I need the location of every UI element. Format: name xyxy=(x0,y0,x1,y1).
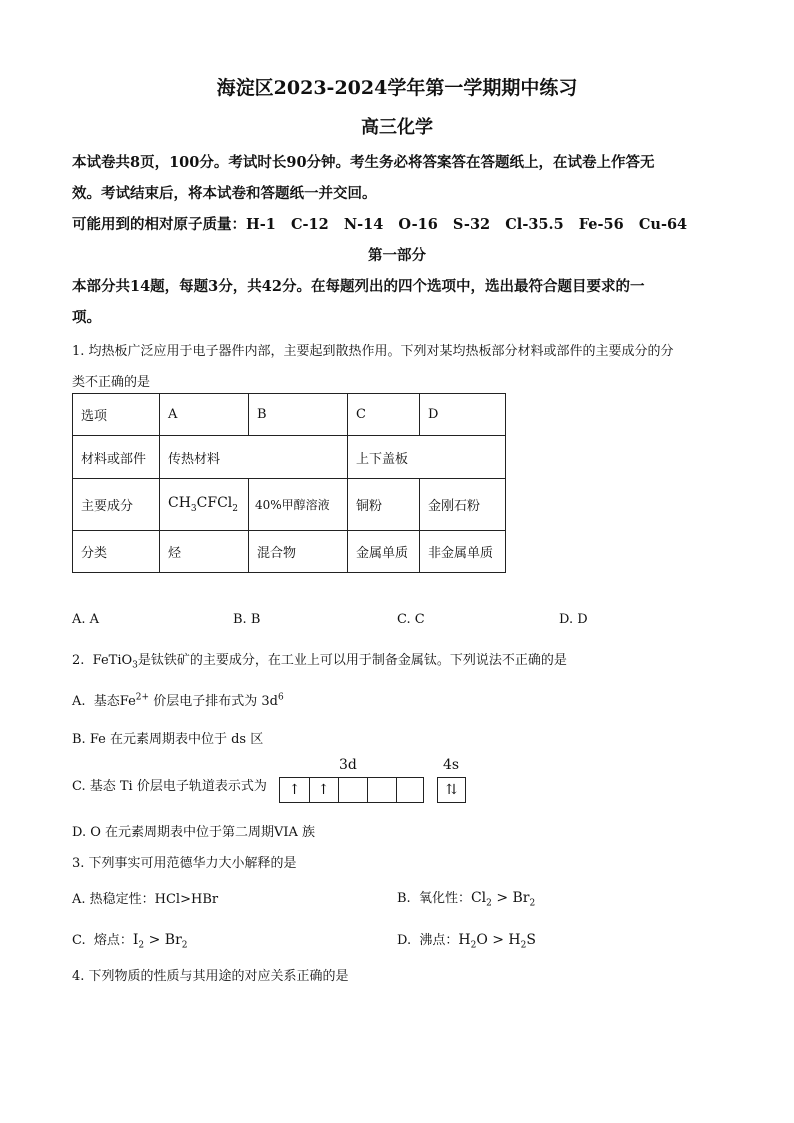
q2-option-c[interactable]: C. 基态 Ti 价层电子轨道表示式为 xyxy=(72,779,267,794)
formula-text: O > H xyxy=(476,932,521,948)
table-cell: A xyxy=(160,394,249,436)
table-cell: C xyxy=(348,394,420,436)
table-row xyxy=(73,394,506,436)
q3-option-a[interactable]: A. 热稳定性：HCl>HBr xyxy=(72,892,219,907)
q1-stem-line2: 类不正确的是 xyxy=(72,375,151,390)
table-cell: 主要成分 xyxy=(73,479,160,531)
orbital-diagram-4s xyxy=(437,777,466,803)
orbital-box: ⇅ xyxy=(445,782,458,798)
option-text: 价层电子排布式为 3d xyxy=(149,694,278,709)
formula-subscript: 3 xyxy=(132,660,138,671)
charge-superscript: 2+ xyxy=(135,692,150,703)
formula-text: I xyxy=(132,932,139,948)
q1-option-d[interactable]: D. D xyxy=(559,612,588,627)
part1-desc-line2: 项。 xyxy=(72,309,101,326)
table-row xyxy=(73,479,506,531)
formula-text: S xyxy=(526,932,536,948)
q1-table xyxy=(72,393,506,573)
formula-subscript: 2 xyxy=(520,940,527,951)
formula-text: H xyxy=(458,932,471,948)
option-text: A. 基态Fe xyxy=(72,694,136,709)
q1-option-a[interactable]: A. A xyxy=(72,612,100,627)
q1-stem-line1: 1. 均热板广泛应用于电子器件内部，主要起到散热作用。下列对某均热板部分材料或部件的主要成分的分 xyxy=(72,344,674,359)
formula-subscript: 2 xyxy=(181,940,188,951)
option-text: B. 氧化性： xyxy=(397,891,471,906)
table-cell: 非金属单质 xyxy=(420,531,506,573)
table-row xyxy=(73,436,506,479)
table-row xyxy=(73,531,506,573)
formula-text: CFCl xyxy=(196,495,233,512)
q2-option-d[interactable]: D. O 在元素周期表中位于第二周期VIA 族 xyxy=(72,825,316,840)
page-title: 海淀区2023-2024学年第一学期期中练习 xyxy=(216,77,578,99)
table-cell: 金刚石粉 xyxy=(420,479,506,531)
q3-option-d[interactable] xyxy=(397,929,536,951)
part1-heading: 第一部分 xyxy=(368,247,426,264)
table-cell: 40%甲醇溶液 xyxy=(249,479,348,531)
q4-stem: 4. 下列物质的性质与其用途的对应关系正确的是 xyxy=(72,969,349,984)
formula-subscript: 2 xyxy=(138,940,145,951)
q3-stem: 3. 下列事实可用范德华力大小解释的是 xyxy=(72,856,297,871)
option-text: D. 沸点： xyxy=(397,933,459,948)
formula-subscript: 3 xyxy=(190,503,197,514)
table-cell: D xyxy=(420,394,506,436)
orbital-box xyxy=(338,778,368,802)
formula-text: > Br xyxy=(144,932,182,948)
table-cell: 金属单质 xyxy=(348,531,420,573)
q2-option-b[interactable]: B. Fe 在元素周期表中位于 ds 区 xyxy=(72,732,264,747)
table-cell: 传热材料 xyxy=(160,436,348,479)
electron-count-superscript: 6 xyxy=(277,692,284,703)
formula-subscript: 2 xyxy=(486,898,492,909)
orbital-box xyxy=(367,778,397,802)
formula-subscript: 2 xyxy=(529,898,536,909)
table-cell: 铜粉 xyxy=(348,479,420,531)
page-subtitle: 高三化学 xyxy=(361,117,433,138)
formula-cell xyxy=(160,479,249,531)
table-cell: 选项 xyxy=(73,394,160,436)
part1-desc-line1: 本部分共14题，每题3分，共42分。在每题列出的四个选项中，选出最符合题目要求的一 xyxy=(72,278,645,295)
q1-option-b[interactable]: B. B xyxy=(233,612,261,627)
q2-stem-post: 是钛铁矿的主要成分，在工业上可以用于制备金属钛。下列说法不正确的是 xyxy=(137,653,567,668)
table-cell: B xyxy=(249,394,348,436)
q3-option-c[interactable] xyxy=(72,929,188,951)
table-cell: 分类 xyxy=(73,531,160,573)
formula-text: Cl xyxy=(470,890,487,906)
orbital-box xyxy=(396,778,425,802)
table-cell: 烃 xyxy=(160,531,249,573)
instructions-line1: 本试卷共8页，100分。考试时长90分钟。考生务必将答案答在答题纸上，在试卷上作答无 xyxy=(72,154,655,171)
orbital-label-3d: 3d xyxy=(339,757,357,773)
formula-subscript: 2 xyxy=(470,940,477,951)
table-cell: 混合物 xyxy=(249,531,348,573)
q3-option-b[interactable] xyxy=(397,887,535,909)
q2-stem xyxy=(72,649,567,671)
q2-stem-pre: 2. FeTiO xyxy=(72,653,133,668)
q2-option-a[interactable] xyxy=(72,690,284,709)
table-cell: 材料或部件 xyxy=(73,436,160,479)
formula-text: > Br xyxy=(491,890,530,906)
formula-text: CH xyxy=(168,495,191,512)
orbital-diagram-3d xyxy=(279,777,424,803)
atomic-masses: 可能用到的相对原子质量：H-1 C-12 N-14 O-16 S-32 Cl-35.5 Fe-56 Cu-64 xyxy=(72,216,688,233)
table-cell: 上下盖板 xyxy=(348,436,506,479)
q1-option-c[interactable]: C. C xyxy=(397,612,425,627)
orbital-box: ↑ xyxy=(280,778,310,802)
option-text: C. 熔点： xyxy=(72,933,133,948)
orbital-box: ↑ xyxy=(309,778,339,802)
orbital-label-4s: 4s xyxy=(443,757,460,773)
instructions-line2: 效。考试结束后，将本试卷和答题纸一并交回。 xyxy=(72,185,377,202)
formula-subscript: 2 xyxy=(232,503,239,514)
